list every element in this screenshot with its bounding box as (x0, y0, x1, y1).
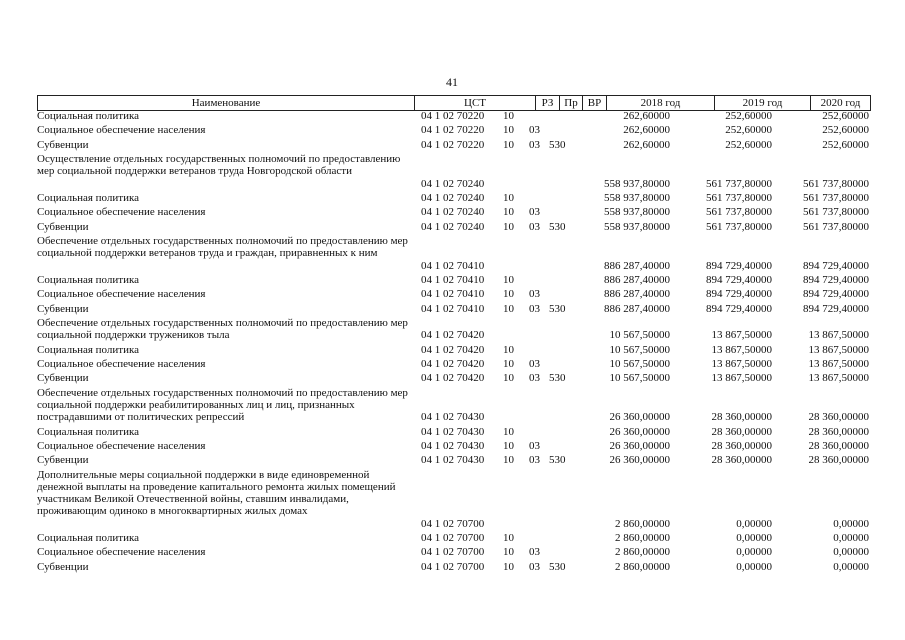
row-name: Социальная политика (37, 532, 140, 545)
table-row (37, 344, 871, 358)
header-pr: Пр (560, 96, 583, 110)
row-name: Социальная политика (37, 343, 140, 356)
row-y2018: 2 860,00000 (615, 546, 670, 559)
row-name: Осуществление отдельных государственных полномочий по предоставлению мер социальной поддержки ветеранов труда Новгородской области (37, 153, 401, 178)
row-rz: 10 (503, 124, 514, 137)
row-pr: 03 (529, 440, 540, 453)
row-vr: 530 (549, 560, 566, 573)
row-y2018: 886 287,40000 (604, 288, 670, 301)
row-y2020: 13 867,50000 (808, 343, 869, 356)
row-rz: 10 (503, 110, 514, 122)
row-y2018: 558 937,80000 (604, 220, 670, 233)
row-y2020: 894 729,40000 (803, 302, 869, 315)
row-y2020: 0,00000 (833, 546, 869, 559)
row-pr: 03 (529, 546, 540, 559)
row-y2018: 558 937,80000 (604, 206, 670, 219)
row-name: Социальная политика (37, 273, 140, 286)
row-y2020: 0,00000 (833, 532, 869, 545)
row-name: Социальное обеспечение населения (37, 546, 206, 559)
row-cst: 04 1 02 70420 (421, 343, 485, 356)
row-y2020: 252,60000 (822, 124, 869, 137)
row-rz: 10 (503, 454, 514, 467)
row-vr: 530 (549, 220, 566, 233)
row-cst: 04 1 02 70700 (421, 560, 485, 573)
row-pr: 03 (529, 560, 540, 573)
table-row (37, 235, 871, 274)
row-cst: 04 1 02 70430 (421, 454, 485, 467)
row-name: Обеспечение отдельных государственных полномочий по предоставлению мер социальной поддержки тружеников тыла (37, 317, 408, 342)
row-cst: 04 1 02 70430 (421, 411, 485, 424)
row-pr: 03 (529, 206, 540, 219)
row-name: Субвенции (37, 560, 89, 573)
row-y2019: 0,00000 (736, 532, 772, 545)
row-y2020: 894 729,40000 (803, 273, 869, 286)
row-y2020: 561 737,80000 (803, 206, 869, 219)
row-y2018: 2 860,00000 (615, 532, 670, 545)
table-row (37, 546, 871, 560)
row-cst: 04 1 02 70220 (421, 138, 485, 151)
row-rz: 10 (503, 425, 514, 438)
row-y2019: 561 737,80000 (706, 191, 772, 204)
header-name: Наименование (38, 96, 415, 110)
table-row (37, 153, 871, 192)
row-cst: 04 1 02 70420 (421, 358, 485, 371)
table-header (37, 95, 871, 111)
row-name: Субвенции (37, 220, 89, 233)
table-row (37, 206, 871, 220)
row-y2020: 13 867,50000 (808, 329, 869, 342)
row-name: Социальное обеспечение населения (37, 440, 206, 453)
table-row (37, 303, 871, 317)
row-y2018: 886 287,40000 (604, 273, 670, 286)
header-rz: РЗ (536, 96, 560, 110)
table-row (37, 372, 871, 386)
row-rz: 10 (503, 288, 514, 301)
table-row (37, 192, 871, 206)
row-y2018: 262,60000 (623, 138, 670, 151)
row-y2020: 13 867,50000 (808, 358, 869, 371)
row-rz: 10 (503, 560, 514, 573)
table-row (37, 469, 871, 532)
row-y2020: 28 360,00000 (808, 411, 869, 424)
row-vr: 530 (549, 372, 566, 385)
row-y2018: 886 287,40000 (604, 259, 670, 272)
row-y2018: 558 937,80000 (604, 177, 670, 190)
table-row (37, 358, 871, 372)
table-row (37, 454, 871, 468)
row-y2020: 894 729,40000 (803, 288, 869, 301)
table-row (37, 532, 871, 546)
row-rz: 10 (503, 546, 514, 559)
row-y2020: 28 360,00000 (808, 425, 869, 438)
row-cst: 04 1 02 70410 (421, 288, 485, 301)
row-name: Социальная политика (37, 191, 140, 204)
table-row (37, 561, 871, 575)
row-pr: 03 (529, 454, 540, 467)
row-y2019: 28 360,00000 (711, 425, 772, 438)
row-cst: 04 1 02 70220 (421, 124, 485, 137)
row-y2019: 28 360,00000 (711, 454, 772, 467)
row-y2019: 894 729,40000 (706, 288, 772, 301)
row-y2019: 13 867,50000 (711, 329, 772, 342)
row-rz: 10 (503, 302, 514, 315)
row-rz: 10 (503, 138, 514, 151)
row-vr: 530 (549, 302, 566, 315)
row-pr: 03 (529, 288, 540, 301)
row-y2018: 558 937,80000 (604, 191, 670, 204)
row-y2018: 10 567,50000 (609, 343, 670, 356)
row-name: Социальное обеспечение населения (37, 358, 206, 371)
row-rz: 10 (503, 273, 514, 286)
header-vr: ВР (583, 96, 607, 110)
row-y2020: 561 737,80000 (803, 220, 869, 233)
row-y2019: 13 867,50000 (711, 372, 772, 385)
row-cst: 04 1 02 70240 (421, 191, 485, 204)
row-y2020: 28 360,00000 (808, 454, 869, 467)
row-y2018: 2 860,00000 (615, 517, 670, 530)
table-row (37, 110, 871, 124)
row-vr: 530 (549, 454, 566, 467)
table-row (37, 288, 871, 302)
table-row (37, 139, 871, 153)
row-rz: 10 (503, 191, 514, 204)
row-cst: 04 1 02 70410 (421, 302, 485, 315)
row-name: Обеспечение отдельных государственных полномочий по предоставлению мер социальной поддержки реабилитированных лиц и лиц, признанных пострадавшими от политических репрессий (37, 386, 408, 424)
row-vr: 530 (549, 138, 566, 151)
row-cst: 04 1 02 70700 (421, 546, 485, 559)
row-pr: 03 (529, 358, 540, 371)
row-cst: 04 1 02 70420 (421, 329, 485, 342)
row-y2019: 894 729,40000 (706, 259, 772, 272)
table-row (37, 221, 871, 235)
header-cst: ЦСТ (415, 96, 536, 110)
row-name: Социальная политика (37, 110, 140, 122)
table-row (37, 426, 871, 440)
row-y2019: 561 737,80000 (706, 206, 772, 219)
row-cst: 04 1 02 70410 (421, 259, 485, 272)
row-cst: 04 1 02 70240 (421, 206, 485, 219)
row-y2020: 28 360,00000 (808, 440, 869, 453)
row-y2019: 252,60000 (725, 110, 772, 122)
row-cst: 04 1 02 70410 (421, 273, 485, 286)
row-y2020: 0,00000 (833, 517, 869, 530)
row-y2019: 28 360,00000 (711, 440, 772, 453)
row-y2019: 28 360,00000 (711, 411, 772, 424)
row-pr: 03 (529, 372, 540, 385)
row-y2020: 561 737,80000 (803, 177, 869, 190)
row-y2020: 0,00000 (833, 560, 869, 573)
row-rz: 10 (503, 206, 514, 219)
row-y2020: 894 729,40000 (803, 259, 869, 272)
row-name: Дополнительные меры социальной поддержки в виде единовременной денежной выплаты на проведение капитального ремонта жилых помещений участникам Великой Отечественной войны, ставшим инвалидами, проживающим одиноко в многоквартирных жилых домах (37, 468, 396, 518)
row-pr: 03 (529, 302, 540, 315)
row-name: Обеспечение отдельных государственных полномочий по предоставлению мер социальной поддержки ветеранов труда и граждан, приравненных к ним (37, 235, 408, 260)
table-row (37, 124, 871, 138)
row-name: Субвенции (37, 138, 89, 151)
row-rz: 10 (503, 343, 514, 356)
row-name: Субвенции (37, 454, 89, 467)
row-pr: 03 (529, 220, 540, 233)
row-y2018: 26 360,00000 (609, 440, 670, 453)
row-cst: 04 1 02 70240 (421, 177, 485, 190)
row-y2020: 13 867,50000 (808, 372, 869, 385)
row-y2018: 262,60000 (623, 124, 670, 137)
row-name: Социальное обеспечение населения (37, 288, 206, 301)
row-y2019: 13 867,50000 (711, 358, 772, 371)
table-row (37, 274, 871, 288)
row-y2019: 561 737,80000 (706, 177, 772, 190)
row-cst: 04 1 02 70430 (421, 440, 485, 453)
row-y2019: 561 737,80000 (706, 220, 772, 233)
row-y2019: 0,00000 (736, 517, 772, 530)
row-y2018: 26 360,00000 (609, 411, 670, 424)
row-y2018: 886 287,40000 (604, 302, 670, 315)
row-y2020: 252,60000 (822, 110, 869, 122)
row-y2019: 0,00000 (736, 560, 772, 573)
row-y2018: 10 567,50000 (609, 358, 670, 371)
row-y2018: 26 360,00000 (609, 425, 670, 438)
table-row (37, 440, 871, 454)
row-y2019: 252,60000 (725, 124, 772, 137)
header-2019: 2019 год (715, 96, 811, 110)
row-cst: 04 1 02 70700 (421, 532, 485, 545)
page-number: 41 (446, 75, 458, 89)
row-y2018: 262,60000 (623, 110, 670, 122)
table-row (37, 317, 871, 344)
row-rz: 10 (503, 358, 514, 371)
row-cst: 04 1 02 70700 (421, 517, 485, 530)
row-y2019: 13 867,50000 (711, 343, 772, 356)
row-name: Субвенции (37, 302, 89, 315)
row-y2018: 2 860,00000 (615, 560, 670, 573)
row-y2019: 894 729,40000 (706, 273, 772, 286)
row-name: Социальная политика (37, 425, 140, 438)
row-y2020: 561 737,80000 (803, 191, 869, 204)
header-2018: 2018 год (607, 96, 715, 110)
row-y2019: 252,60000 (725, 138, 772, 151)
row-y2020: 252,60000 (822, 138, 869, 151)
row-pr: 03 (529, 124, 540, 137)
row-cst: 04 1 02 70240 (421, 220, 485, 233)
row-cst: 04 1 02 70430 (421, 425, 485, 438)
row-rz: 10 (503, 372, 514, 385)
row-y2018: 26 360,00000 (609, 454, 670, 467)
row-pr: 03 (529, 138, 540, 151)
header-2020: 2020 год (820, 97, 861, 109)
row-rz: 10 (503, 532, 514, 545)
table-body (37, 110, 871, 575)
row-rz: 10 (503, 220, 514, 233)
row-y2019: 894 729,40000 (706, 302, 772, 315)
row-cst: 04 1 02 70220 (421, 110, 485, 122)
row-rz: 10 (503, 440, 514, 453)
row-name: Субвенции (37, 372, 89, 385)
row-cst: 04 1 02 70420 (421, 372, 485, 385)
row-y2019: 0,00000 (736, 546, 772, 559)
row-y2018: 10 567,50000 (609, 329, 670, 342)
row-name: Социальное обеспечение населения (37, 124, 206, 137)
row-y2018: 10 567,50000 (609, 372, 670, 385)
row-name: Социальное обеспечение населения (37, 206, 206, 219)
table-row (37, 387, 871, 426)
